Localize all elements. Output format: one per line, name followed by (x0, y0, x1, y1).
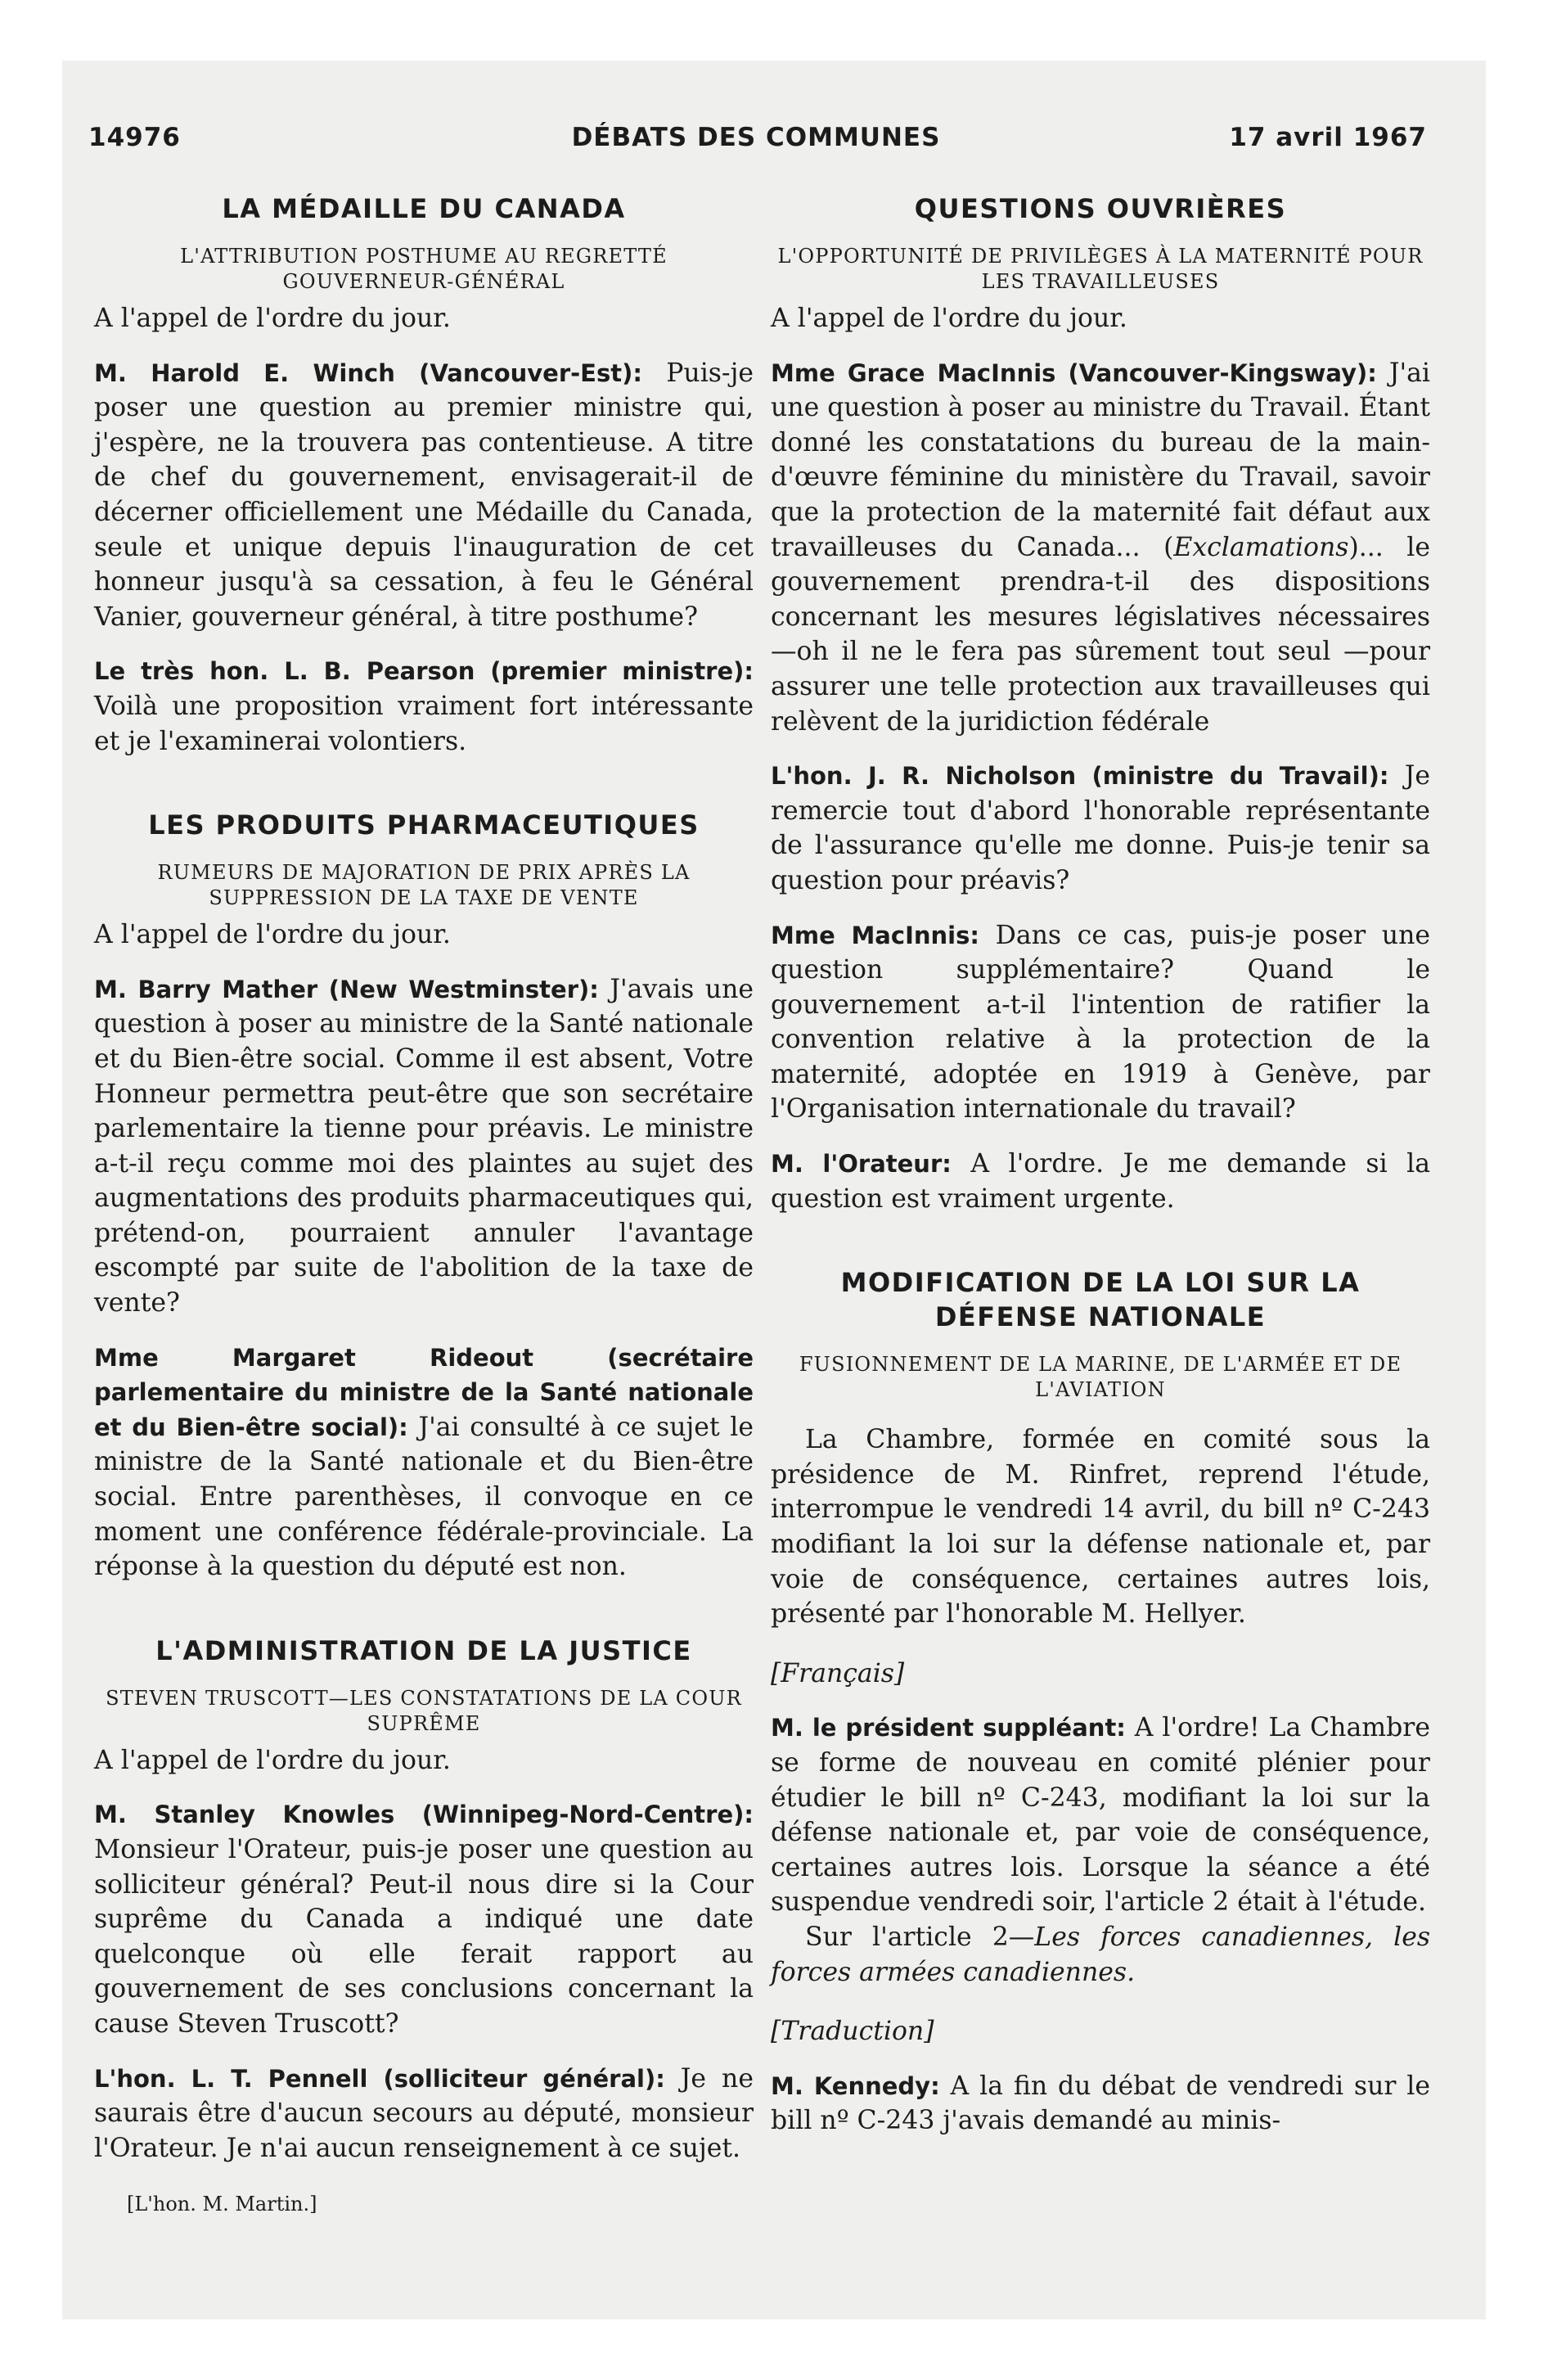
speech-text: Je remercie tout d'abord l'honorable représentante de l'assurance qu'elle me donne. Puis-je tenir sa question pour préavis? (771, 761, 1430, 895)
speech-text: J'avais une question à poser au ministre de la Santé nationale et du Bien-être social. Comme il est absent, Votre Honneur permettra peut-être que son secrétaire parlementaire la tienne pour préavis. Le ministre a-t-il reçu comme moi des plaintes au sujet des augmentations des produits pharmaceutiques qui, prétend-on, pourraient annuler l'avantage escompté par suite de l'abolition de la taxe de vente? (94, 974, 754, 1318)
language-note: [Français] (771, 1658, 905, 1688)
continuation-note: [L'hon. M. Martin.] (127, 2193, 317, 2216)
speech-text: Je ne saurais être d'aucun secours au député, monsieur l'Orateur. Je n'ai aucun renseignement à ce sujet. (94, 2063, 754, 2163)
speaker-name: L'hon. L. T. Pennell (solliciteur général): (94, 2064, 665, 2093)
section-subheading: FUSIONNEMENT DE LA MARINE, DE L'ARMÉE ET DE L'AVIATION (799, 1353, 1402, 1402)
speech-paragraph (771, 759, 1430, 898)
speech-text: Dans ce cas, puis-je poser une question supplémentaire? Quand le gouvernement a-t-il l'intention de ratifier la convention relative à la protection de la maternité, adoptée en 1919 à Genève, par l'Organisation internationale du travail? (771, 920, 1430, 1125)
speaker-name: M. Kennedy: (771, 2071, 940, 2100)
speaker-name: Mme Grace MacInnis (Vancouver-Kingsway): (771, 358, 1377, 387)
speech-text: A l'ordre! La Chambre se forme de nouveau en comité plénier pour étudier le bill nº C-243, modifiant la loi sur la défense nationale et, par voie de conséquence, certaines autres lois. Lorsque la séance a été suspendue vendredi soir, l'article 2 était à l'étude. (771, 1713, 1430, 1918)
section-subheading: L'OPPORTUNITÉ DE PRIVILÈGES À LA MATERNITÉ POUR LES TRAVAILLEUSES (777, 245, 1424, 293)
speech-text: J'ai une question à poser au ministre du Travail. Étant donné les constatations du bureau de la main-d'œuvre féminine du ministère du Travail, savoir que la protection de la maternité fait défaut aux travailleuses du Canada... ( (771, 358, 1431, 562)
language-note: [Traduction] (771, 2017, 934, 2047)
speaker-name: Mme Margaret Rideout (secrétaire parlementaire du ministre de la Santé nationale et du Bien-être social): (94, 1343, 754, 1441)
body-paragraph: La Chambre, formée en comité sous la présidence de M. Rinfret, reprend l'étude, interrompue le vendredi 14 avril, du bill nº C-243 modifiant la loi sur la défense nationale et, par voie de conséquence, certaines autres lois, présenté par l'honorable M. Hellyer. (771, 1425, 1430, 1629)
speech-text: Voilà une proposition vraiment fort intéressante et je l'examinerai volontiers. (94, 691, 754, 756)
article-title: Les forces canadiennes, les forces armées canadiennes. (771, 1922, 1430, 1987)
speech-text: J'ai consulté à ce sujet le ministre de la Santé nationale et du Bien-être social. Entre parenthèses, il convoque en ce moment une conférence fédérale-provinciale. La réponse à la question du député est non. (94, 1412, 754, 1582)
order-of-day: A l'appel de l'ordre du jour. (94, 1745, 451, 1775)
speech-paragraph (771, 356, 1430, 740)
speaker-name: L'hon. J. R. Nicholson (ministre du Travail): (771, 762, 1389, 791)
speaker-name: Le très hon. L. B. Pearson (premier ministre): (94, 657, 754, 686)
page-number: 14976 (88, 123, 181, 152)
section-subheading: RUMEURS DE MAJORATION DE PRIX APRÈS LA SUPPRESSION DE LA TAXE DE VENTE (157, 861, 691, 910)
speech-paragraph (94, 1341, 754, 1584)
speaker-name: M. Stanley Knowles (Winnipeg-Nord-Centre): (94, 1801, 754, 1829)
speaker-name: M. Harold E. Winch (Vancouver-Est): (94, 358, 642, 387)
section-heading: LES PRODUITS PHARMACEUTIQUES (148, 809, 700, 841)
speech-paragraph (771, 918, 1430, 1128)
speech-paragraph (94, 972, 754, 1321)
speech-paragraph (771, 2069, 1430, 2139)
section-subheading: L'ATTRIBUTION POSTHUME AU REGRETTÉ GOUVERNEUR-GÉNÉRAL (180, 245, 668, 293)
speaker-name: Mme MacInnis: (771, 921, 979, 949)
section-heading: LA MÉDAILLE DU CANADA (222, 193, 626, 224)
speech-text: A l'ordre. Je me demande si la question est vraiment urgente. (771, 1149, 1430, 1214)
body-paragraph (771, 1920, 1430, 1990)
speaker-name: M. Barry Mather (New Westminster): (94, 975, 599, 1003)
section-subheading: STEVEN TRUSCOTT—LES CONSTATATIONS DE LA COUR SUPRÊME (106, 1686, 742, 1735)
speech-paragraph (94, 2062, 754, 2166)
section-heading: QUESTIONS OUVRIÈRES (914, 193, 1287, 224)
section-heading: L'ADMINISTRATION DE LA JUSTICE (155, 1634, 692, 1666)
left-column (94, 192, 754, 2222)
section-heading: MODIFICATION DE LA LOI SUR LA DÉFENSE NATIONALE (840, 1267, 1361, 1333)
running-header (85, 123, 1427, 172)
interjection-text: Exclamations (1173, 532, 1349, 562)
order-of-day: A l'appel de l'ordre du jour. (94, 920, 451, 950)
article-prefix: Sur l'article 2— (805, 1922, 1035, 1952)
page-date: 17 avril 1967 (1229, 123, 1427, 152)
right-column (771, 192, 1430, 2139)
speech-text: A la fin du débat de vendredi sur le bill nº C-243 j'avais demandé au minis- (771, 2071, 1430, 2136)
speech-paragraph (94, 654, 754, 759)
speaker-name: M. l'Orateur: (771, 1150, 952, 1179)
journal-title: DÉBATS DES COMMUNES (571, 123, 941, 152)
order-of-day: A l'appel de l'ordre du jour. (94, 304, 451, 333)
speech-text: Puis-je poser une question au premier ministre qui, j'espère, ne la trouvera pas contentieuse. A titre de chef du gouvernement, envisagerait-il de décerner officiellement une Médaille du Canada, seule et unique depuis l'inauguration de cet honneur jusqu'à sa cessation, à feu le Général Vanier, gouverneur général, à titre posthume? (94, 358, 754, 632)
speaker-name: M. le président suppléant: (771, 1714, 1126, 1742)
speech-paragraph (94, 356, 754, 635)
speech-paragraph (771, 1711, 1430, 1920)
speech-paragraph (771, 1147, 1430, 1216)
speech-paragraph (94, 1797, 754, 2041)
speech-text: )... le gouvernement prendra-t-il des dispositions concernant les mesures législatives nécessaires —oh il ne le fera pas sûrement tout seul —pour assurer une telle protection aux travailleuses qui relèvent de la juridiction fédérale (771, 532, 1430, 737)
order-of-day: A l'appel de l'ordre du jour. (771, 304, 1127, 333)
speech-text: Monsieur l'Orateur, puis-je poser une question au solliciteur général? Peut-il nous dire si la Cour suprême du Canada a indiqué une date quelconque où elle ferait rapport au gouvernement de ses conclusions concernant la cause Steven Truscott? (94, 1835, 754, 2039)
